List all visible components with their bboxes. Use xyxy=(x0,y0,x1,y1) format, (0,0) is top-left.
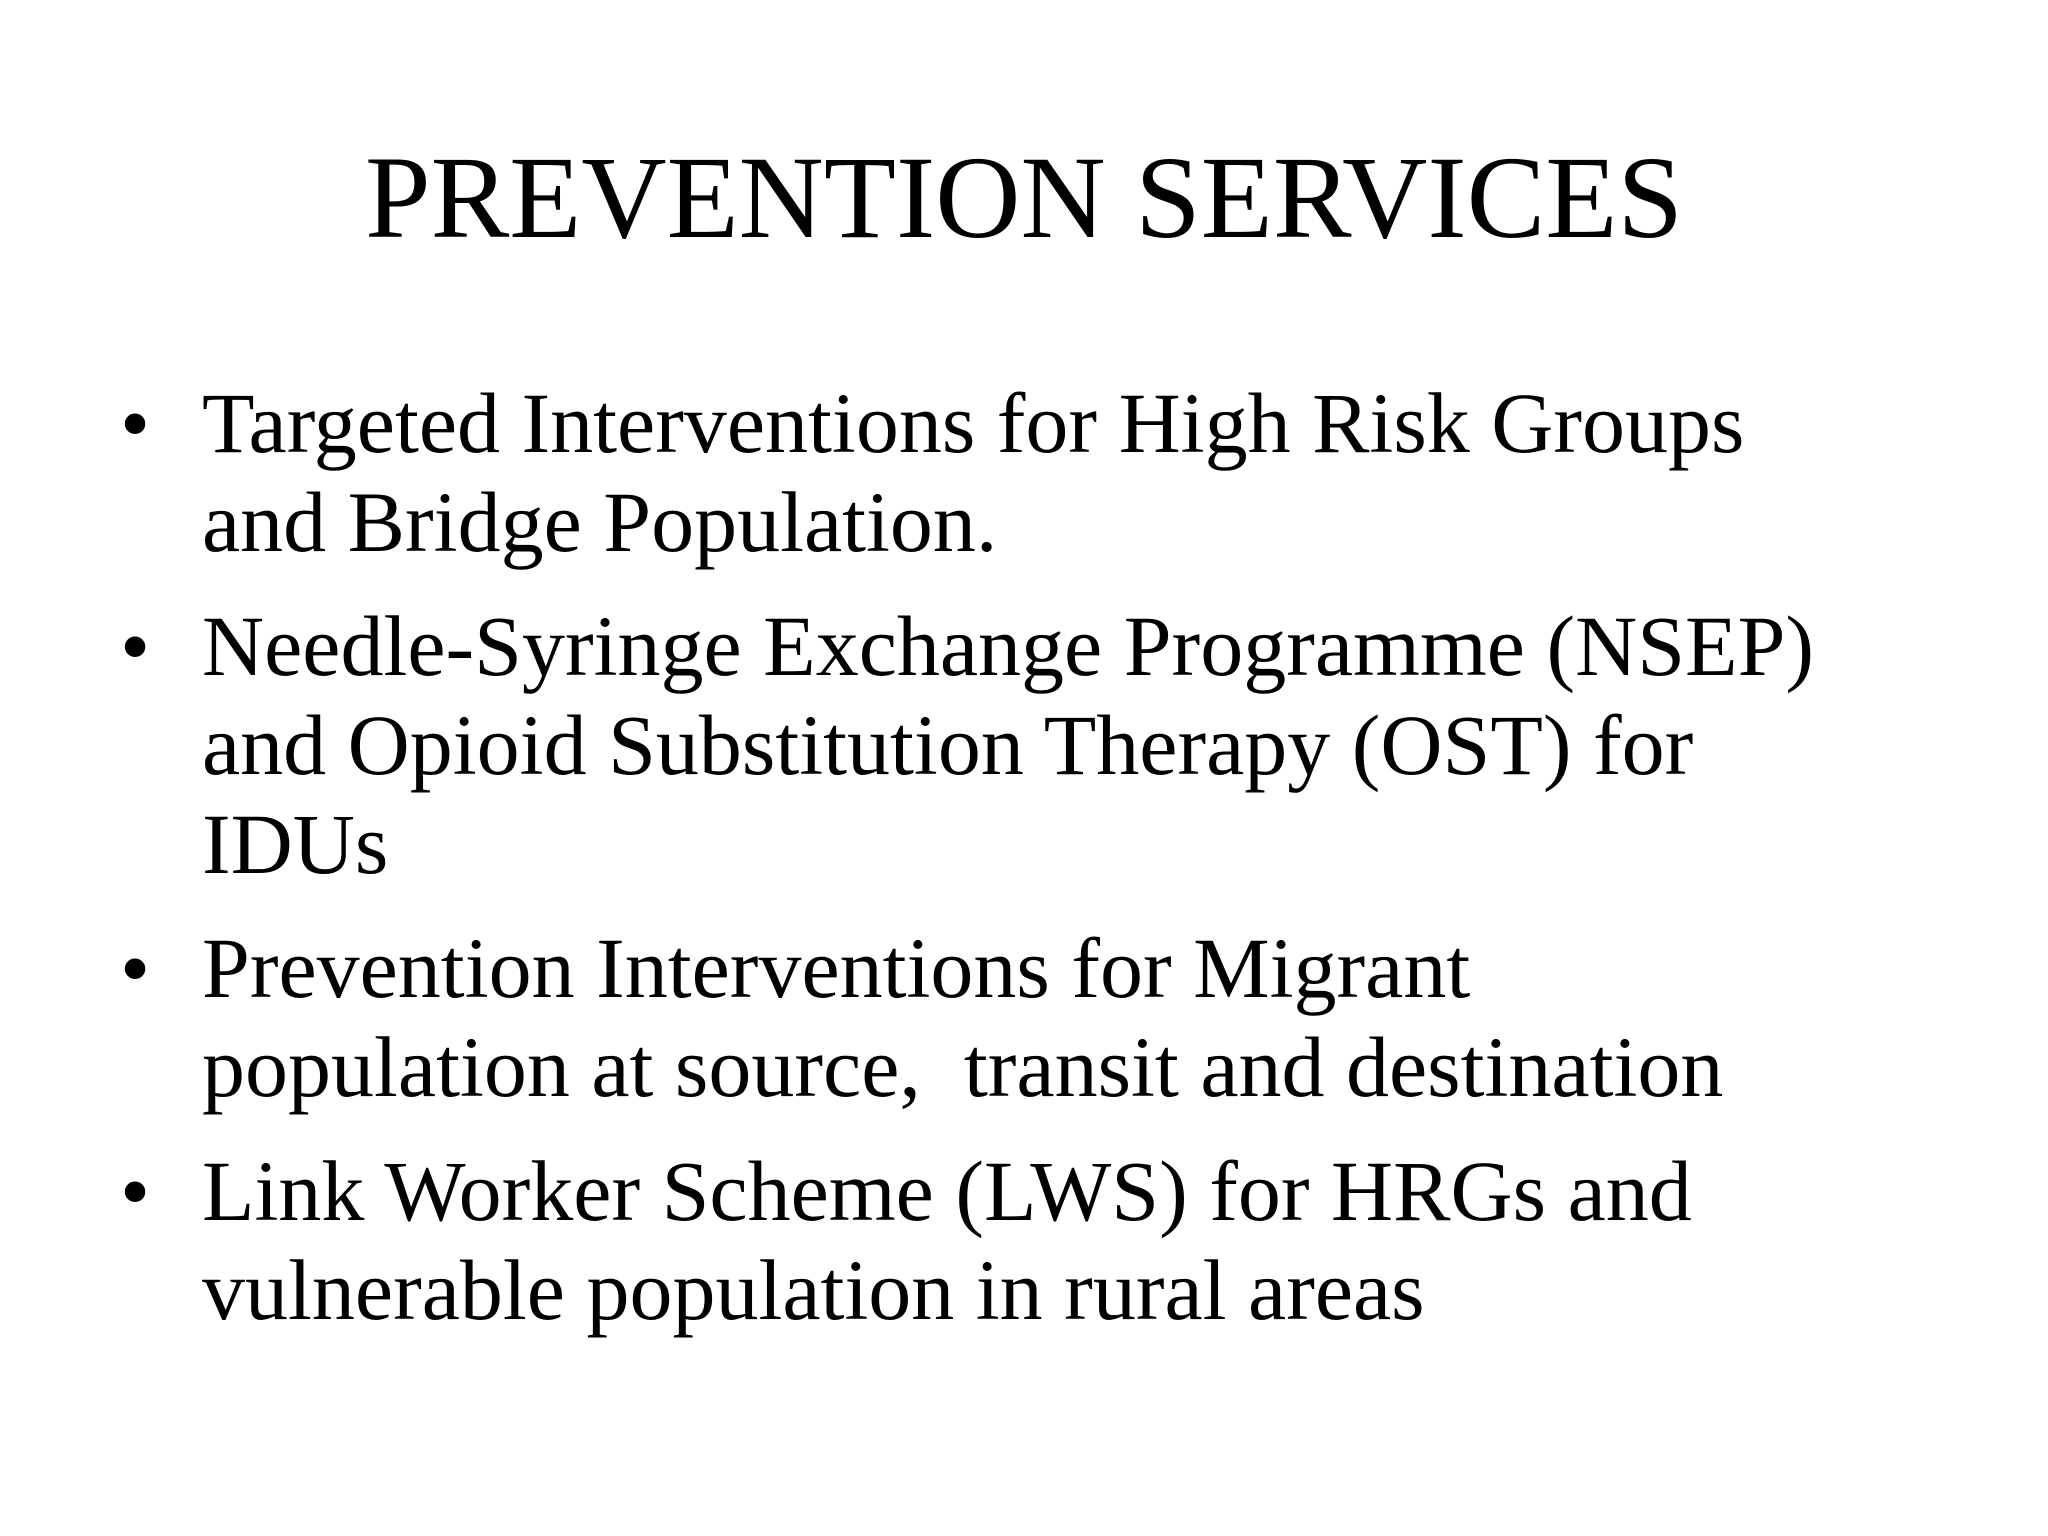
bullet-dot: • xyxy=(120,598,151,694)
bullet-dot: • xyxy=(120,1143,151,1239)
bullet-item xyxy=(120,374,1960,572)
bullet-line: Prevention Interventions for Migrant xyxy=(202,920,1471,1016)
bullet-line: Needle-Syringe Exchange Programme (NSEP) xyxy=(202,598,1815,694)
bullet-line: Link Worker Scheme (LWS) for HRGs and xyxy=(202,1143,1692,1239)
bullet-list xyxy=(120,374,1960,1365)
bullet-dot: • xyxy=(120,920,151,1016)
bullet-line: and Opioid Substitution Therapy (OST) for xyxy=(202,697,1694,793)
bullet-line: population at source, transit and destination xyxy=(202,1019,1724,1115)
bullet-line: and Bridge Population. xyxy=(202,474,998,570)
bullet-item xyxy=(120,1142,1960,1340)
bullet-line: vulnerable population in rural areas xyxy=(202,1242,1425,1338)
bullet-dot: • xyxy=(120,375,151,471)
bullet-item xyxy=(120,919,1960,1117)
bullet-item xyxy=(120,597,1960,894)
bullet-line: IDUs xyxy=(202,796,389,892)
slide-title: PREVENTION SERVICES xyxy=(364,132,1684,263)
bullet-line: Targeted Interventions for High Risk Groups xyxy=(202,375,1745,471)
